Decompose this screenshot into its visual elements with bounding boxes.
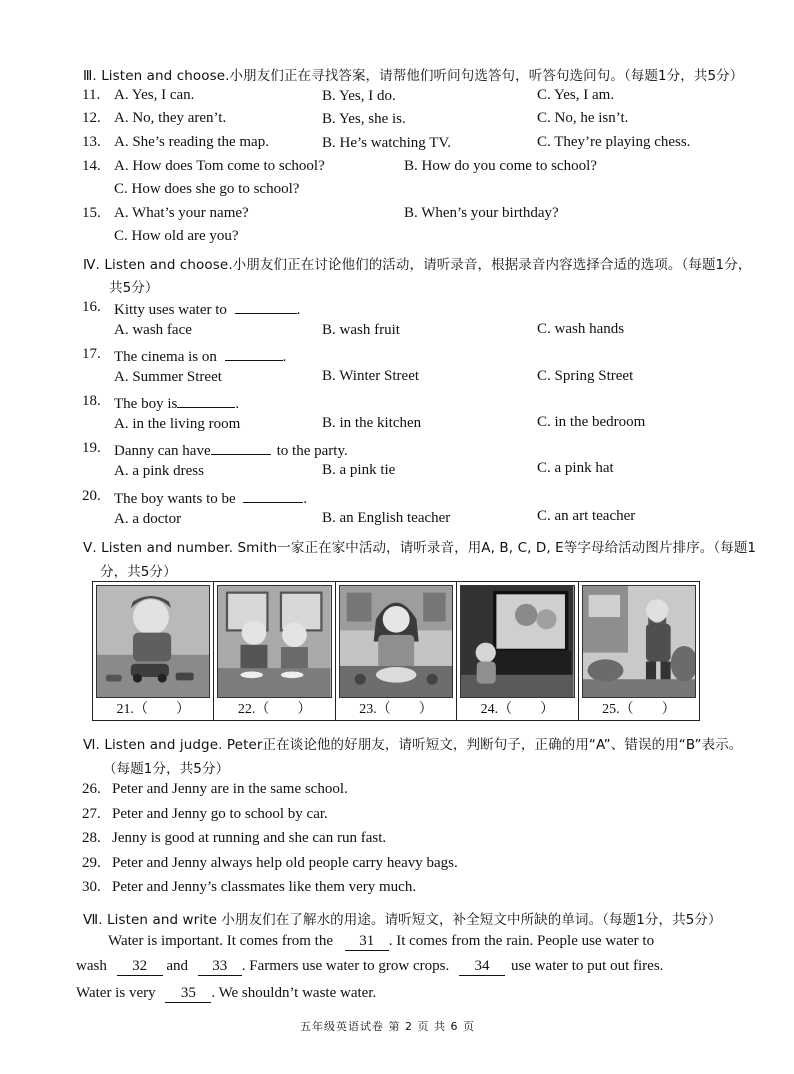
q20-option-c: C. an art teacher [537,508,636,524]
q13-number: 13. [82,134,101,150]
q16-number: 16. [82,299,101,315]
section-4-header-line2: 共5分） [109,280,159,296]
q18-number: 18. [82,393,101,409]
picture-caption-22: 22.（ ） [237,702,312,717]
q19-stem-end: to the party. [276,443,348,459]
q16-option-c: C. wash hands [537,321,625,337]
section-6-header-line1: Ⅵ. Listen and judge. Peter正在谈论他的好朋友，请听短文，判断句子，正确的用“A”、错误的用“B”表示。 [83,737,743,753]
picture-strip [92,581,700,721]
q18-option-b: B. in the kitchen [322,415,422,431]
passage-line-2 [76,958,663,976]
q27-number: 27. [82,806,101,822]
passage-line-2-end: use water to put out fires. [510,958,664,974]
picture-caption-25: 25.（ ） [602,702,676,717]
blank-33[interactable]: 33 [198,958,242,976]
q19-option-c: C. a pink hat [537,460,614,476]
blank-34[interactable]: 34 [459,958,505,976]
picture-cell-24 [457,582,578,720]
q26-text: Peter and Jenny are in the same school. [112,781,348,797]
q11-option-a: A. Yes, I can. [114,87,195,103]
picture-cell-23 [336,582,457,720]
q16-option-a: A. wash face [114,322,192,338]
q15-option-c: C. How old are you? [114,228,239,244]
blank-32[interactable]: 32 [117,958,163,976]
passage-line-1 [108,933,654,951]
q19-number: 19. [82,440,101,456]
passage-line-2-farmers: . Farmers use water to grow crops. [241,958,450,974]
q14-number: 14. [82,158,101,174]
blank-31[interactable]: 31 [345,933,389,951]
q26-number: 26. [82,781,101,797]
section-4-header-line1: Ⅳ. Listen and choose.小朋友们正在讨论他们的活动，请听录音，根据录音内容选择合适的选项。（每题1分， [83,257,752,273]
q17-answer-blank[interactable] [225,346,283,361]
q17-stem-end: . [282,349,287,365]
q12-option-a: A. No, they aren’t. [114,110,227,126]
boy-playing-toy-car-picture [96,585,210,698]
q16-stem-end: . [296,302,301,318]
q28-text: Jenny is good at running and she can run fast. [112,830,387,846]
q14-option-b: B. How do you come to school? [404,158,597,174]
q13-option-c: C. They’re playing chess. [537,134,691,150]
q20-number: 20. [82,488,101,504]
q17-stem [114,346,286,366]
passage-line-3 [76,985,376,1003]
passage-line-3-start: Water is very [76,985,156,1001]
q18-option-a: A. in the living room [114,416,241,432]
passage-line-1-end: . It comes from the rain. People use water to [388,933,655,949]
q20-option-b: B. an English teacher [322,510,451,526]
q19-option-a: A. a pink dress [114,463,204,479]
passage-line-1-start: Water is important. It comes from the [108,933,333,949]
q11-option-c: C. Yes, I am. [537,87,615,103]
q17-number: 17. [82,346,101,362]
q20-answer-blank[interactable] [243,488,303,503]
q12-option-c: C. No, he isn’t. [537,110,629,126]
girl-watching-tv-picture [460,585,574,698]
section-7-header: Ⅶ. Listen and write 小朋友们在了解水的用途。请听短文，补全短文中所缺的单词。（每题1分，共5分） [83,912,722,928]
q12-option-b: B. Yes, she is. [322,111,406,127]
q17-option-a: A. Summer Street [114,369,222,385]
q12-number: 12. [82,110,101,126]
q16-answer-blank[interactable] [235,299,297,314]
blank-35[interactable]: 35 [165,985,211,1003]
q17-option-c: C. Spring Street [537,368,634,384]
q20-stem-text: The boy wants to be [114,491,236,507]
passage-line-2-wash: wash [76,958,107,974]
q19-stem [114,440,348,460]
q15-option-a: A. What’s your name? [114,205,249,221]
section-5-header-line2: 分，共5分） [100,564,177,580]
section-5-header-line1: Ⅴ. Listen and number. Smith一家正在家中活动，请听录音，用A, B, C, D, E等字母给活动图片排序。（每题1 [83,540,757,556]
q19-answer-blank[interactable] [211,440,271,455]
father-gardening-picture [582,585,696,698]
q16-stem [114,299,300,319]
q27-text: Peter and Jenny go to school by car. [112,806,328,822]
picture-cell-21 [93,582,214,720]
q29-number: 29. [82,855,101,871]
q18-option-c: C. in the bedroom [537,414,646,430]
q16-option-b: B. wash fruit [322,322,400,338]
q13-option-a: A. She’s reading the map. [114,134,269,150]
picture-caption-21: 21.（ ） [116,702,190,717]
q14-option-c: C. How does she go to school? [114,181,300,197]
q30-number: 30. [82,879,101,895]
q17-stem-text: The cinema is on [114,349,217,365]
q17-option-b: B. Winter Street [322,368,420,384]
picture-cell-25 [579,582,699,720]
q20-stem-end: . [303,491,308,507]
q29-text: Peter and Jenny always help old people carry heavy bags. [112,855,458,871]
q20-stem [114,488,307,508]
mother-cooking-picture [339,585,453,698]
picture-caption-24: 24.（ ） [480,702,555,717]
q30-text: Peter and Jenny’s classmates like them very much. [112,879,417,895]
q18-stem [114,393,239,413]
q19-stem-text: Danny can have [114,443,211,459]
q16-stem-text: Kitty uses water to [114,302,227,318]
picture-cell-22 [214,582,335,720]
section-3-header: Ⅲ. Listen and choose.小朋友们正在寻找答案，请帮他们听问句选答句，听答句选问句。（每题1分，共5分） [83,68,744,84]
page-footer: 五年级英语试卷 第 2 页 共 6 页 [300,1020,475,1033]
picture-caption-23: 23.（ ） [359,702,433,717]
passage-line-3-end: . We shouldn’t waste water. [211,985,377,1001]
q18-stem-text: The boy is [114,396,178,412]
q18-answer-blank[interactable] [177,393,235,408]
q13-option-b: B. He’s watching TV. [322,135,452,151]
q20-option-a: A. a doctor [114,511,182,527]
q19-option-b: B. a pink tie [322,462,396,478]
passage-line-2-and: and [166,958,188,974]
q28-number: 28. [82,830,101,846]
q18-stem-end: . [235,396,240,412]
q15-number: 15. [82,205,101,221]
section-6-header-line2: （每题1分，共5分） [103,761,230,777]
q14-option-a: A. How does Tom come to school? [114,158,325,174]
grandparents-eating-picture [217,585,331,698]
q11-number: 11. [82,87,101,103]
q11-option-b: B. Yes, I do. [322,88,396,104]
q15-option-b: B. When’s your birthday? [404,205,559,221]
